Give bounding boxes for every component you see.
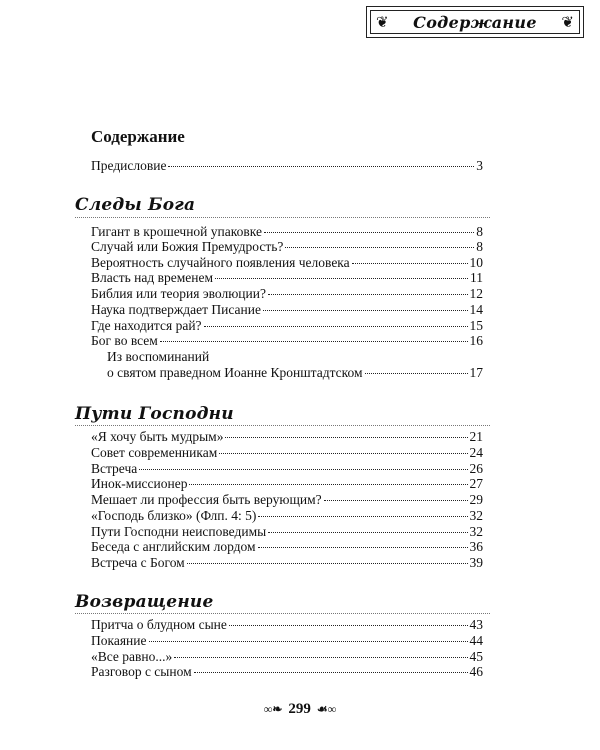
running-header-title: Содержание: [413, 12, 537, 32]
toc-entry-title: Встреча: [91, 461, 138, 476]
ornament-right-icon: ❦: [561, 15, 574, 31]
toc-entry[interactable]: [91, 555, 483, 571]
toc-entry-page: 16: [469, 333, 483, 348]
toc-entry[interactable]: [91, 476, 483, 492]
page-number: [0, 701, 600, 718]
toc-entry-page: 43: [469, 617, 483, 632]
toc-entry[interactable]: [91, 492, 483, 508]
toc-entry-title: Гигант в крошечной упаковке: [91, 224, 262, 239]
toc-entry-page: 39: [469, 555, 483, 570]
toc-entry-title: Вероятность случайного появления человека: [91, 255, 350, 270]
toc-entry-page: 26: [469, 461, 483, 476]
section-divider: [75, 217, 490, 218]
toc-entry[interactable]: [91, 270, 483, 286]
toc-entry[interactable]: [91, 461, 483, 477]
toc-entry-title: Инок-миссионер: [91, 476, 188, 491]
toc-entry-page: 27: [469, 476, 483, 491]
toc-entry-page: 32: [469, 508, 483, 523]
toc-entry-page: 8: [476, 224, 483, 239]
toc-entry-page: 29: [469, 492, 483, 507]
toc-entry-page: 24: [469, 445, 483, 460]
section-title: Следы Бога: [75, 195, 196, 215]
toc-entry-title: «Все равно...»: [91, 649, 173, 664]
toc-entry-title: Власть над временем: [91, 270, 214, 285]
toc-entry[interactable]: [91, 224, 483, 240]
toc-entry-page: 46: [469, 664, 483, 679]
toc-entry[interactable]: [91, 333, 483, 349]
toc-entry-page: 44: [469, 633, 483, 648]
toc-entry-page: 14: [469, 302, 483, 317]
toc-entry[interactable]: [91, 445, 483, 461]
section-divider: [75, 425, 490, 426]
page-number-value: 299: [288, 701, 311, 717]
folio-ornament-left-icon: ∞❧: [263, 702, 283, 716]
toc-entry-page: 45: [469, 649, 483, 664]
toc-entry[interactable]: [91, 664, 483, 680]
toc-entry[interactable]: [91, 617, 483, 633]
toc-entry[interactable]: [91, 508, 483, 524]
toc-entry-title: Где находится рай?: [91, 318, 202, 333]
section-title: Возвращение: [75, 592, 214, 612]
toc-entry[interactable]: [91, 239, 483, 255]
toc-entry-page: 17: [469, 365, 483, 380]
toc-entry-title: «Я хочу быть мудрым»: [91, 429, 224, 444]
toc-entry-preface[interactable]: [91, 158, 483, 174]
toc-entry-title: Беседа с английским лордом: [91, 539, 256, 554]
toc-entry-title: Случай или Божия Премудрость?: [91, 239, 284, 254]
toc-entry-title: Библия или теория эволюции?: [91, 286, 266, 301]
toc-entry-page: 11: [470, 270, 483, 285]
toc-entry-page: 21: [469, 429, 483, 444]
toc-entry[interactable]: [91, 539, 483, 555]
toc-entry[interactable]: [91, 429, 483, 445]
section-divider: [75, 613, 490, 614]
toc-entry[interactable]: [107, 365, 483, 381]
ornament-left-icon: ❦: [376, 15, 389, 31]
toc-entry-page: 8: [476, 239, 483, 254]
toc-heading: Содержание: [91, 127, 185, 146]
toc-entry-title: Наука подтверждает Писание: [91, 302, 261, 317]
toc-entry-page: 36: [469, 539, 483, 554]
folio-ornament-right-icon: ☙∞: [316, 702, 337, 716]
toc-entry-title: Встреча с Богом: [91, 555, 185, 570]
running-header: [366, 6, 584, 38]
toc-entry-page: 32: [469, 524, 483, 539]
toc-entry-title: Покаяние: [91, 633, 147, 648]
toc-entry-title: Притча о блудном сыне: [91, 617, 227, 632]
toc-entry-page: 12: [469, 286, 483, 301]
toc-entry-title-line1[interactable]: Из воспоминаний: [107, 349, 210, 364]
toc-entry-title: «Господь близко» (Флп. 4: 5): [91, 508, 257, 523]
toc-entry-title: Совет современникам: [91, 445, 218, 460]
toc-entry[interactable]: [91, 633, 483, 649]
toc-entry[interactable]: [91, 318, 483, 334]
toc-entry-title: Предисловие: [91, 158, 167, 173]
toc-entry-page: 15: [469, 318, 483, 333]
toc-entry-title: Мешает ли профессия быть верующим?: [91, 492, 322, 507]
toc-entry[interactable]: [91, 286, 483, 302]
toc-entry-page: 3: [476, 158, 483, 173]
toc-entry[interactable]: [91, 524, 483, 540]
toc-entry-title: Бог во всем: [91, 333, 158, 348]
toc-entry[interactable]: [91, 649, 483, 665]
toc-entry-title-line2: о святом праведном Иоанне Кронштадтском: [107, 365, 363, 380]
toc-entry-title: Разговор с сыном: [91, 664, 192, 679]
toc-entry[interactable]: [91, 255, 483, 271]
section-title: Пути Господни: [75, 404, 234, 424]
toc-entry-page: 10: [469, 255, 483, 270]
toc-entry-title: Пути Господни неисповедимы: [91, 524, 267, 539]
toc-entry[interactable]: [91, 302, 483, 318]
